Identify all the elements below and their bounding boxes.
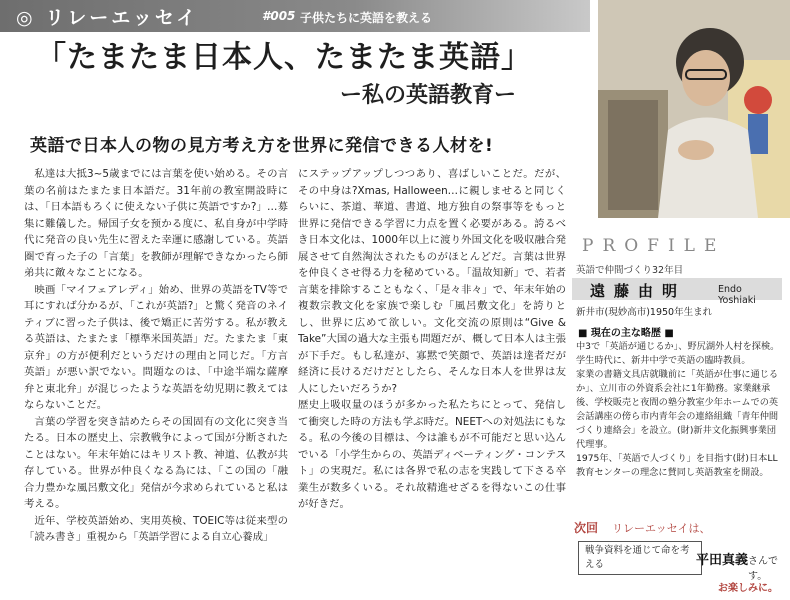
career-body xyxy=(576,340,782,480)
next-lead: リレーエッセイは、 xyxy=(612,522,711,535)
series-title: ◎ リレーエッセイ xyxy=(16,7,199,29)
article-paragraph: 歴史上吸収量のほうが多かった私たちにとって、発信して衝突した時の方法も学ぶ時だ。NEETへの対処法にもなる。私の今後の目標は、今は誰もが不可能だと思い込んでいる「小学生からの、英語ディベーティング・コンテスト」の実現だ。私には各界で私の志を実践して下さる卒業生が数多くいる。それ故精進せざるを得ないこの仕事が好きだ。 xyxy=(298,399,566,510)
career-item: 学生時代に、新井中学で英語の臨時教員。 xyxy=(576,355,751,366)
next-issue-box xyxy=(574,519,782,597)
lead-headline: 英語で日本人の物の見方考え方を世界に発信できる人材を! xyxy=(30,136,494,156)
career-heading: ■ 現在の主な略歴 ■ xyxy=(578,328,674,339)
profile-career: 英語で仲間づくり32年目 xyxy=(576,265,684,276)
next-badge: 次回 xyxy=(574,521,599,535)
career-item: 中3で「英語が通じるか」、野尻湖外人村を探検。 xyxy=(576,341,780,352)
career-item: 1975年、「英語で人づくり」を目指す(財)日本LL教育センターの理念に賛同し英語教室を開設。 xyxy=(576,453,778,478)
series-number: #005 xyxy=(262,9,296,23)
article-paragraph: 言葉の学習を突き詰めたらその国固有の文化に突き当たる。日本の歴史上、宗教戦争によって国が分断されたことはない。年末年始にはキリスト教、神道、仏教が共存している。世界が仲良くなる為には、「この国の「融合力豊かな風呂敷文化」発信が今求められていると私は考える。 xyxy=(24,415,288,510)
article-column-2 xyxy=(298,166,566,600)
profile-box xyxy=(572,232,782,514)
career-item: 家業の書籍文具店就職前に「英語が仕事に通じるか」、立川市の外資系会社に1年勤務。家業継承後、学校販売と夜間の塾分教室少年ホームでの英会話講座の傍ら市内青年会の連絡組織「青年仲間づくり連絡会」を設立。(財)新井文化振興事業団代理事。 xyxy=(576,369,779,450)
next-description: 戦争資料を通じて命を考える xyxy=(578,541,702,575)
author-birth: 新井市(現妙高市)1950年生まれ xyxy=(576,307,713,318)
author-romaji: Endo Yoshiaki xyxy=(718,284,756,306)
next-tease: お楽しみに。 xyxy=(718,583,778,594)
profile-label: PROFILE xyxy=(582,236,726,256)
article-paragraph: 私達は大抵3~5歳までには言葉を使い始める。その言葉の名前はたまたま日本語だ。31年前の教室開設時には、「日本語もろくに使えない子供に英語ですか?」…募集に難儀した。帰国子女を预かる度に、私自身が中学時代に発音の良い先生に習えた幸運に感謝している。英語圏で育った子の「言葉」を教師が理解できなかったら師弟共に敵々なことになる。 xyxy=(24,168,288,279)
article-column-1 xyxy=(24,166,288,600)
article-paragraph: 近年、学校英語始め、実用英検、TOEIC等は従来型の「読み書き」重視から「英語学習による自立心養成」 xyxy=(24,514,288,543)
next-author-name: 平田真義 xyxy=(696,553,749,568)
author-photo-illustration xyxy=(598,0,790,218)
series-subtitle: 子供たちに英語を教える xyxy=(300,11,433,25)
next-honorific: さんです。 xyxy=(748,556,778,582)
article-paragraph: にステップアップしつつあり、喜ばしいことだ。だが、その中身は?Xmas, Halloween…に親しませると同じくらいに、茶道、華道、書道、地方独自の祭事等をもっと世界に発信できる学習に力点を置く必要がある。誇るべき日本文化は、1000年以上に渡り外国文化を吸収融合発展させて自然淘汰されたものがほとんどだ。言葉は世界を仲良くさせ得る力を秘めている。「温故知新」で、若者言葉を排除することもなく、「是々非々」で、年末年始の複数宗教文化を家族で楽しむ「風呂敷文化」を誇りとし、世界に広めて欲しい。文化交流の原則は“Give & Take”大国の過大な主張も問題だが、概して日本人は主張が下手だ。もし私達が、寡黙で笑顔で、英語は達者だが経済に長けるだけだとしたら、そんな日本人を世界は友人にしたいだろうか? xyxy=(298,168,566,395)
article-paragraph: 映画「マイフェアレディ」始め、世界の英語をTV等で耳にすれば分かるが、「これが英語?」と驚く発音のネイティブに習った子供は、後で矯正に苦労する。私が教える英語は、たまたま「標準米国英語」だ。たまたま「東京弁」の方が便利だというだけの理由と同じだ。「方言英語」が悪い訳でない。問題なのは、「中途半端な薩摩弁と東北弁」が混じったような英語を幼児期に教えてはならないことだ。 xyxy=(24,283,288,411)
page-subtitle: ー私の英語教育ー xyxy=(340,82,517,108)
page-title: 「たまたま日本人、たまたま英語」 xyxy=(36,40,532,75)
author-name: 遠藤由明 xyxy=(590,282,687,300)
author-photo xyxy=(598,0,790,218)
